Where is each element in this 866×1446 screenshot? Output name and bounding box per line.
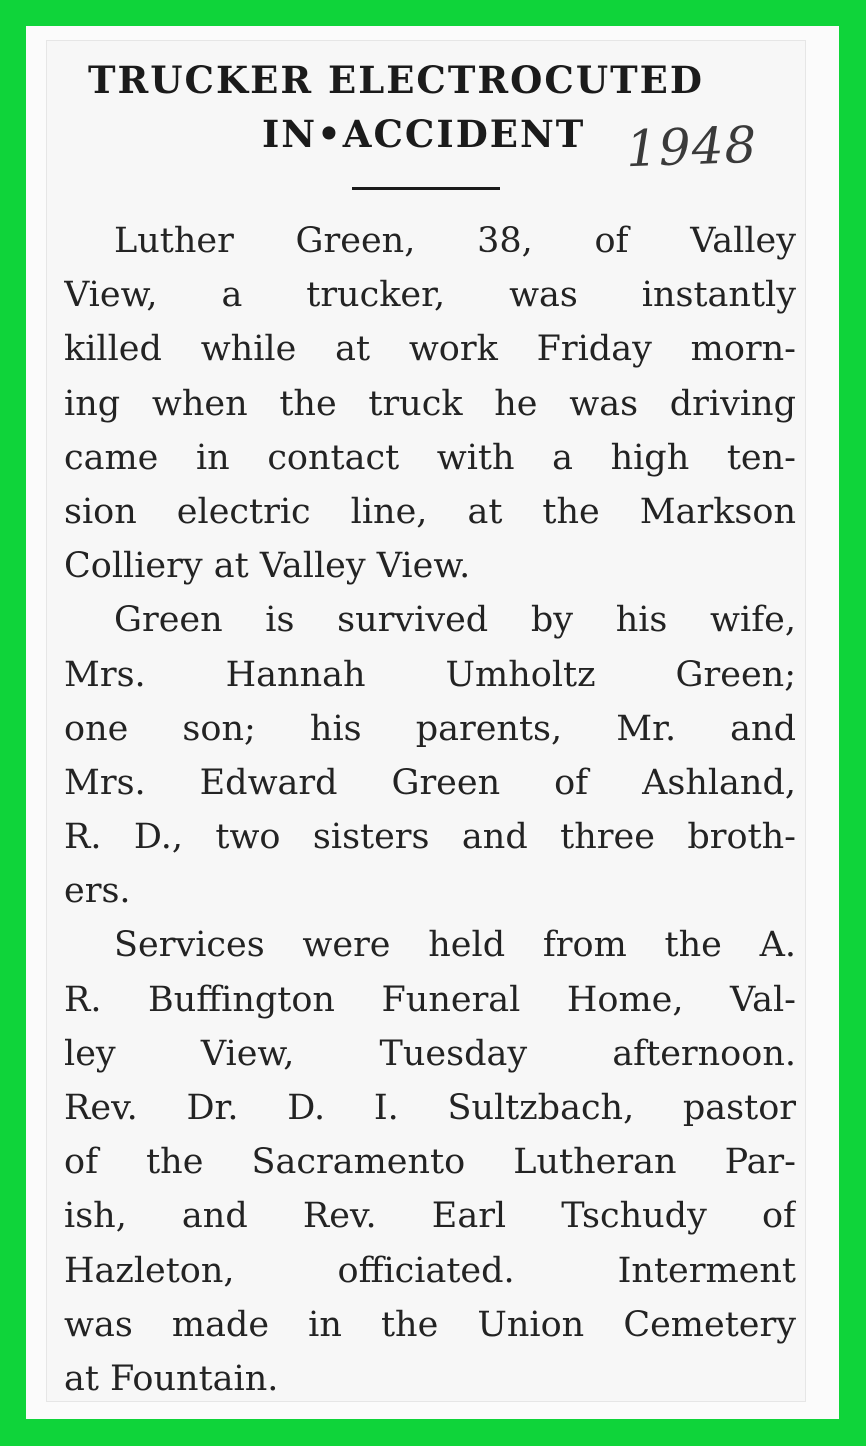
article-line: came in contact with a high ten- [64,437,796,478]
article-line: R. D., two sisters and three broth- [64,817,796,858]
article-line: Mrs. Edward Green of Ashland, [64,762,796,803]
article-line: ish, and Rev. Earl Tschudy of [64,1196,796,1237]
article-line: Hazleton, officiated. Interment [64,1250,796,1291]
article-line: of the Sacramento Lutheran Par- [64,1142,796,1183]
headline-line-2: IN•ACCIDENT [262,112,586,156]
headline-line-1: TRUCKER ELECTROCUTED [88,58,704,102]
article-line: ley View, Tuesday afternoon. [64,1033,796,1074]
article-line: at Fountain. [64,1358,279,1399]
article-line: ing when the truck he was driving [64,383,796,424]
article-line: killed while at work Friday morn- [64,329,796,370]
article-line: Colliery at Valley View. [64,546,471,587]
article-line: was made in the Union Cemetery [64,1304,796,1345]
article-line: Mrs. Hannah Umholtz Green; [64,654,796,695]
article-line: R. Buffington Funeral Home, Val- [64,979,796,1020]
article-line: Luther Green, 38, of Valley [114,221,796,261]
article-line: Rev. Dr. D. I. Sultzbach, pastor [64,1088,796,1128]
article-line: ers. [64,871,131,912]
article-line: Services were held from the A. [114,925,796,966]
handwritten-year: 1948 [625,115,759,179]
article-line: Green is survived by his wife, [114,600,796,641]
article-line: one son; his parents, Mr. and [64,708,796,749]
article-line: View, a trucker, was instantly [64,275,796,316]
article-line: sion electric line, at the Markson [64,491,796,532]
headline-divider [352,187,500,190]
article-body [64,214,796,1406]
